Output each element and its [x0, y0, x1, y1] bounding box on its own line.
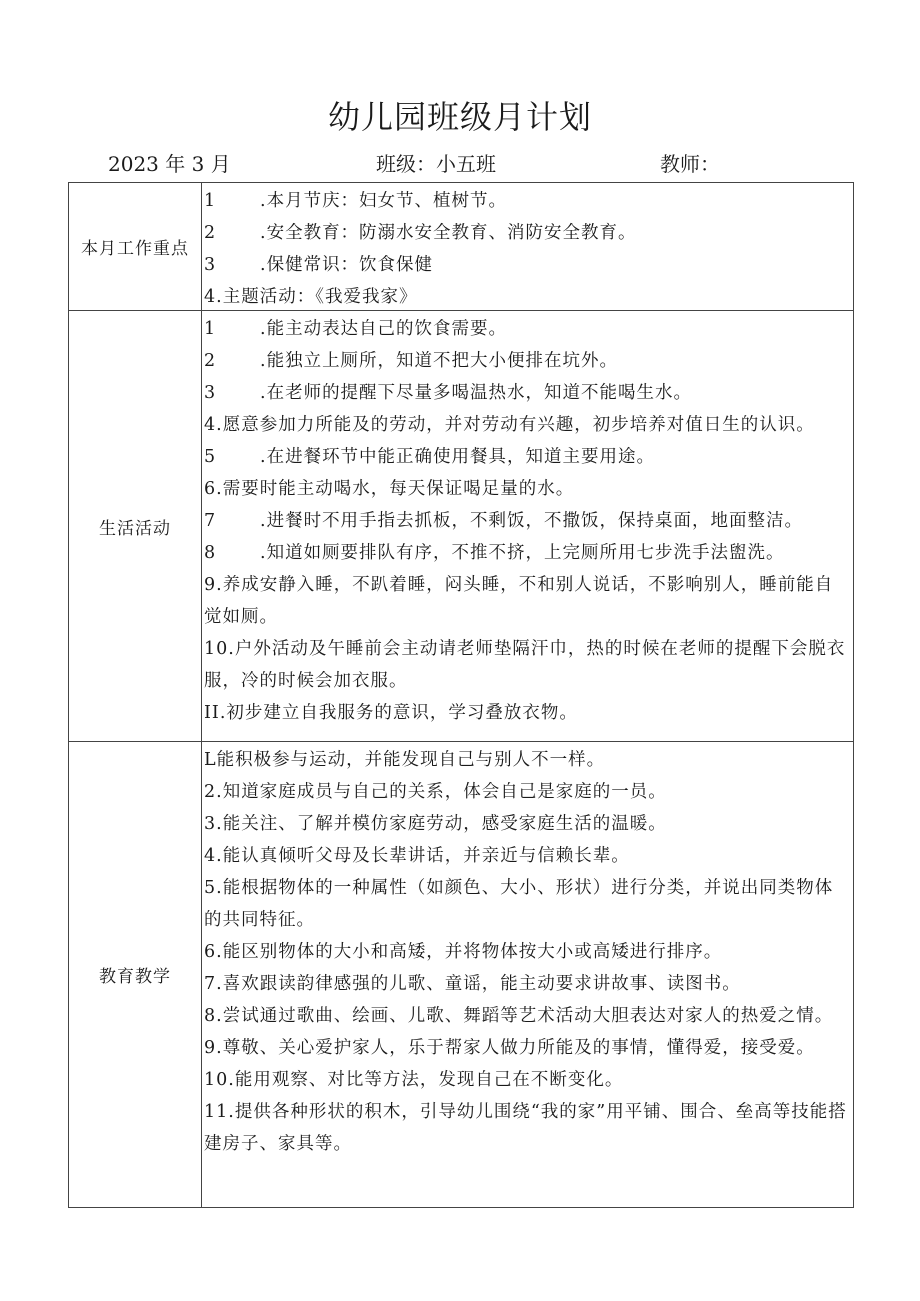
item-number: 5 [204, 447, 217, 467]
item-text: .能独立上厕所，知道不把大小便排在坑外。 [260, 351, 619, 371]
plan-item [204, 697, 847, 729]
item-number: 2 [204, 351, 217, 371]
plan-item [204, 1096, 847, 1160]
section-content [202, 311, 854, 742]
plan-item [204, 968, 847, 1000]
section-content [202, 742, 854, 1208]
plan-item [204, 936, 847, 968]
item-text: L能积极参与运动，并能发现自己与别人不一样。 [204, 750, 606, 770]
item-text: .在老师的提醒下尽量多喝温热水，知道不能喝生水。 [260, 383, 693, 403]
plan-item [204, 1032, 847, 1064]
item-text: .能主动表达自己的饮食需要。 [260, 319, 508, 339]
item-text: .进餐时不用手指去抓板，不剩饭，不撒饭，保持桌面，地面整洁。 [260, 511, 804, 531]
teacher-label: 教师： [660, 152, 720, 176]
section-content [202, 183, 854, 311]
item-text: 11.提供各种形状的积木，引导幼儿围绕“我的家”用平铺、围合、垒高等技能搭建房子、家具等。 [204, 1102, 847, 1154]
section-row-focus [69, 183, 854, 311]
plan-item [204, 441, 847, 473]
item-text: 9.养成安静入睡，不趴着睡，闷头睡，不和别人说话，不影响别人，睡前能自觉如厕。 [204, 575, 834, 627]
item-text: .本月节庆：妇女节、植树节。 [260, 191, 508, 211]
item-text: 4.愿意参加力所能及的劳动，并对劳动有兴趣，初步培养对值日生的认识。 [204, 415, 815, 435]
item-number: 1 [204, 191, 217, 211]
item-text: 3.能关注、了解并模仿家庭劳动，感受家庭生活的温暖。 [204, 814, 667, 834]
plan-item [204, 185, 847, 217]
plan-item [204, 377, 847, 409]
section-row-teaching [69, 742, 854, 1208]
item-text: 6.需要时能主动喝水，每天保证喝足量的水。 [204, 479, 575, 499]
item-number: 2 [204, 223, 217, 243]
item-text: 10.户外活动及午睡前会主动请老师垫隔汗巾，热的时候在老师的提醒下会脱衣服，冷的时候会加衣服。 [204, 639, 846, 691]
item-text: 4.主题活动：《我爱我家》 [204, 287, 418, 307]
plan-item [204, 633, 847, 697]
plan-date: 2023 年 3 月 [108, 152, 231, 176]
item-text: 6.能区别物体的大小和高矮，并将物体按大小或高矮进行排序。 [204, 942, 723, 962]
item-number: 8 [204, 543, 217, 563]
plan-item [204, 249, 847, 281]
plan-item [204, 1064, 847, 1096]
item-text: 10.能用观察、对比等方法，发现自己在不断变化。 [204, 1070, 624, 1090]
plan-item [204, 313, 847, 345]
plan-item [204, 537, 847, 569]
section-label: 教育教学 [69, 742, 202, 1208]
plan-item [204, 217, 847, 249]
item-text: .安全教育：防溺水安全教育、消防安全教育。 [260, 223, 637, 243]
item-text: 4.能认真倾听父母及长辈讲话，并亲近与信赖长辈。 [204, 846, 630, 866]
plan-item [204, 808, 847, 840]
section-row-life [69, 311, 854, 742]
class-name: 班级：小五班 [376, 152, 496, 176]
item-text: .知道如厕要排队有序，不推不挤，上完厕所用七步洗手法盥洗。 [260, 543, 785, 563]
item-text: 8.尝试通过歌曲、绘画、儿歌、舞蹈等艺术活动大胆表达对家人的热爱之情。 [204, 1006, 834, 1026]
item-text: 7.喜欢跟读韵律感强的儿歌、童谣，能主动要求讲故事、读图书。 [204, 974, 741, 994]
item-text: 2.知道家庭成员与自己的关系，体会自己是家庭的一员。 [204, 782, 667, 802]
item-text: .保健常识：饮食保健 [260, 255, 434, 275]
section-label: 本月工作重点 [69, 183, 202, 311]
item-number: 7 [204, 511, 217, 531]
plan-item [204, 345, 847, 377]
plan-item [204, 840, 847, 872]
plan-table [68, 182, 854, 1208]
page-title: 幼儿园班级月计划 [327, 98, 592, 136]
plan-item [204, 505, 847, 537]
plan-item [204, 872, 847, 936]
plan-item [204, 409, 847, 441]
plan-item [204, 569, 847, 633]
plan-item [204, 776, 847, 808]
item-number: 1 [204, 319, 217, 339]
item-text: .在进餐环节中能正确使用餐具，知道主要用途。 [260, 447, 656, 467]
plan-item [204, 1000, 847, 1032]
item-text: II.初步建立自我服务的意识，学习叠放衣物。 [204, 703, 578, 723]
item-text: 5.能根据物体的一种属性（如颜色、大小、形状）进行分类，并说出同类物体的共同特征。 [204, 878, 834, 930]
section-label: 生活活动 [69, 311, 202, 742]
item-number: 3 [204, 255, 217, 275]
plan-item [204, 744, 847, 776]
item-text: 9.尊敬、关心爱护家人，乐于帮家人做力所能及的事情，懂得爱，接受爱。 [204, 1038, 815, 1058]
item-number: 3 [204, 383, 217, 403]
plan-item [204, 473, 847, 505]
plan-item [204, 281, 847, 310]
